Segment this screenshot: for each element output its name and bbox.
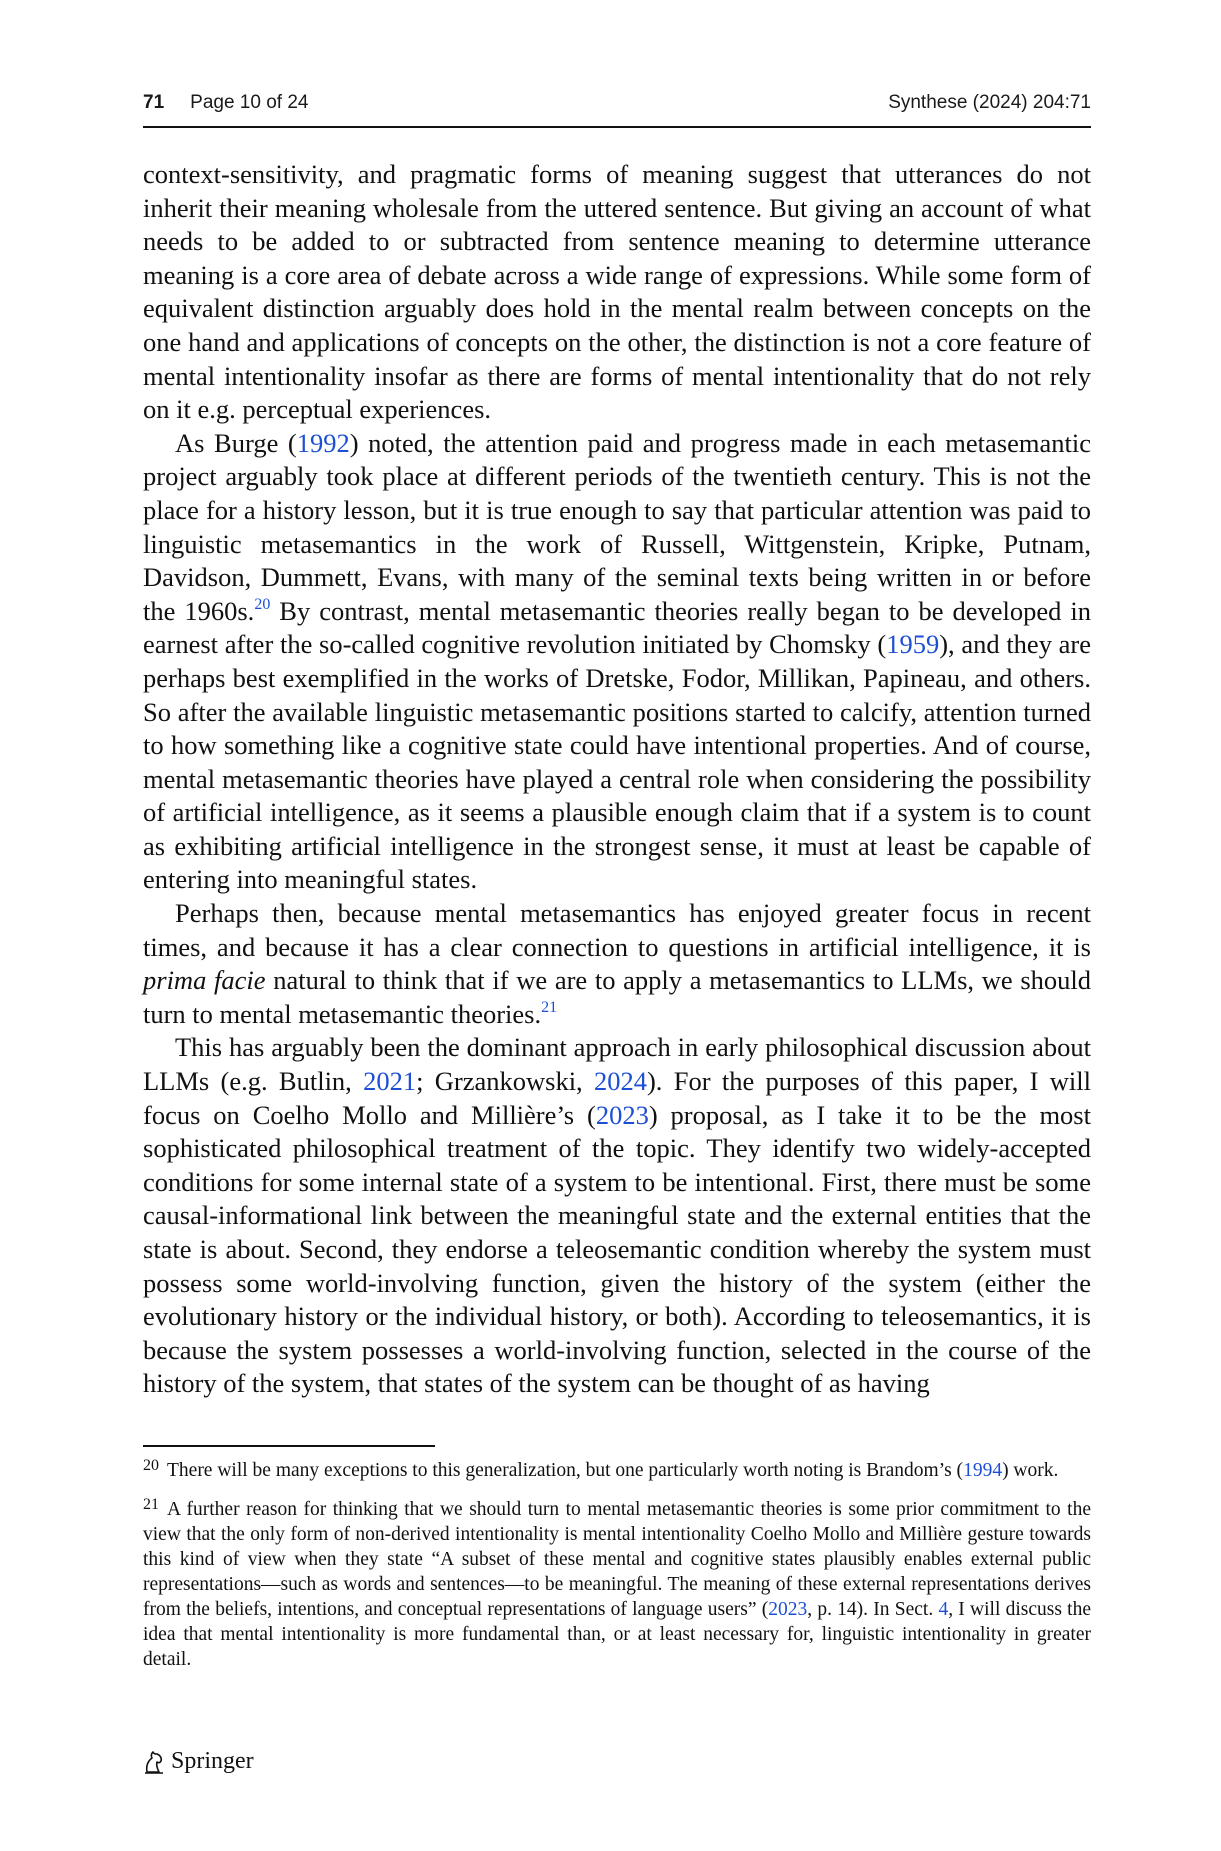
citation-link-coelho-mollo-2023-fn[interactable]: 2023	[768, 1599, 808, 1620]
footnote-21	[143, 1492, 1091, 1672]
p3-text-2: natural to think that if we are to apply a metasemantics to LLMs, we should turn to mental metasemantic theories.	[143, 965, 1092, 1029]
fn20-text-2: ) work.	[1002, 1460, 1059, 1481]
paragraph-4	[143, 1031, 1091, 1401]
section-link-4[interactable]: 4	[938, 1599, 949, 1620]
footnote-ref-20[interactable]: 20	[254, 595, 271, 613]
springer-horse-icon	[143, 1750, 165, 1774]
paragraph-2	[143, 427, 1091, 897]
footnote-number-21: 21	[143, 1496, 159, 1513]
paragraph-1: context-sensitivity, and pragmatic forms of meaning suggest that utterances do not inherit their meaning wholesale from the uttered sentence. But giving an account of what needs to be added to or subtracted from sentence meaning to determine utterance meaning is a core area of debate across a wide range of expressions. While some form of equivalent distinction arguably does hold in the mental realm between concepts on the one hand and applications of concepts on the other, the distinction is not a core feature of mental intentionality insofar as there are forms of mental intentionality that do not rely on it e.g. perceptual experiences.	[143, 159, 1091, 425]
body-text	[143, 158, 1091, 1401]
fn21-text-3: , I will discuss the idea that mental intentionality is more fundamental than, or at least necessary for, linguistic intentionality in greater detail.	[143, 1599, 1092, 1670]
header-rule	[143, 126, 1091, 128]
footnote-ref-21[interactable]: 21	[541, 998, 558, 1016]
footnote-rule	[143, 1445, 435, 1447]
fn20-text-1: There will be many exceptions to this generalization, but one particularly worth noting is Brandom’s (	[167, 1460, 964, 1481]
footnote-20	[143, 1453, 1091, 1483]
fn21-text-1: A further reason for thinking that we should turn to mental metasemantic theories is some prior commitment to the view that the only form of non-derived intentionality is mental intentionality Coelho Mollo and Millière gesture towards this kind of view when they state “A subset of these mental and cognitive states plausibly enables external public representations—such as words and sentences—to be meaningful. The meaning of these external representations derives from the beliefs, intentions, and conceptual representations of language users” (	[143, 1499, 1091, 1620]
p3-text-1: Perhaps then, because mental metasemantics has enjoyed greater focus in recent times, and because it has a clear connection to questions in artificial intelligence, it is	[143, 898, 1091, 962]
footnotes	[143, 1453, 1091, 1681]
page-label: Page 10 of 24	[190, 92, 309, 113]
citation-link-coelho-mollo-2023[interactable]: 2023	[595, 1099, 649, 1130]
p4-text-4: ) proposal, as I take it to be the most sophisticated philosophical treatment of the topic. They identify two widely-accepted conditions for some internal state of a system to be intentional. First, there must be some causal-informational link between the meaningful state and the external entities that the state is about. Second, they endorse a teleosemantic condition whereby the system must possess some world-involving function, given the history of the system (either the evolutionary history or the individual history, or both). According to teleosemantics, it is because the system possesses a world-involving function, selected in the course of the history of the system, that states of the system can be thought of as having	[143, 1099, 1091, 1399]
publisher-footer	[143, 1748, 254, 1775]
paragraph-3	[143, 897, 1091, 1031]
header-left	[143, 92, 308, 114]
p2-text-4: ), and they are perhaps best exemplified in the works of Dretske, Fodor, Millikan, Papineau, and others. So after the available linguistic metasemantic positions started to calcify, attention turned to how something like a cognitive state could have intentional properties. And of course, mental metasemantic theories have played a central role when considering the possibility of artificial intelligence, as it seems a plausible enough claim that if a system is to count as exhibiting artificial intelligence in the strongest sense, it must at least be capable of entering into meaningful states.	[143, 629, 1091, 895]
publisher-name: Springer	[171, 1748, 254, 1774]
p2-text-2: ) noted, the attention paid and progress made in each metasemantic project arguably took place at different periods of the twentieth century. This is not the place for a history lesson, but it is true enough to say that particular attention was paid to linguistic metasemantics in the work of Russell, Wittgenstein, Kripke, Putnam, Davidson, Dummett, Evans, with many of the seminal texts being written in or before the 1960s.	[143, 427, 1091, 626]
fn21-text-2: , p. 14). In Sect.	[807, 1599, 939, 1620]
p3-emphasis: prima facie	[143, 965, 266, 996]
citation-link-brandom-1994[interactable]: 1994	[963, 1460, 1003, 1481]
citation-link-butlin-2021[interactable]: 2021	[363, 1066, 417, 1097]
footnote-number-20: 20	[143, 1457, 159, 1474]
journal-citation: Synthese (2024) 204:71	[888, 92, 1091, 113]
p2-text-1: As Burge (	[175, 427, 297, 458]
p2-text-3: By contrast, mental metasemantic theories really began to be developed in earnest after the so-called cognitive revolution initiated by Chomsky (	[143, 595, 1092, 660]
citation-link-burge-1992[interactable]: 1992	[296, 427, 350, 458]
p4-text-3: ). For the purposes of this paper, I will focus on Coelho Mollo and Millière’s (	[143, 1066, 1091, 1130]
citation-link-chomsky-1959[interactable]: 1959	[886, 629, 940, 660]
p4-text-2: ; Grzankowski,	[416, 1066, 594, 1097]
p4-text-1: This has arguably been the dominant approach in early philosophical discussion about LLMs (e.g. Butlin,	[143, 1032, 1091, 1097]
citation-link-grzankowski-2024[interactable]: 2024	[593, 1066, 647, 1097]
article-number: 71	[143, 92, 165, 113]
